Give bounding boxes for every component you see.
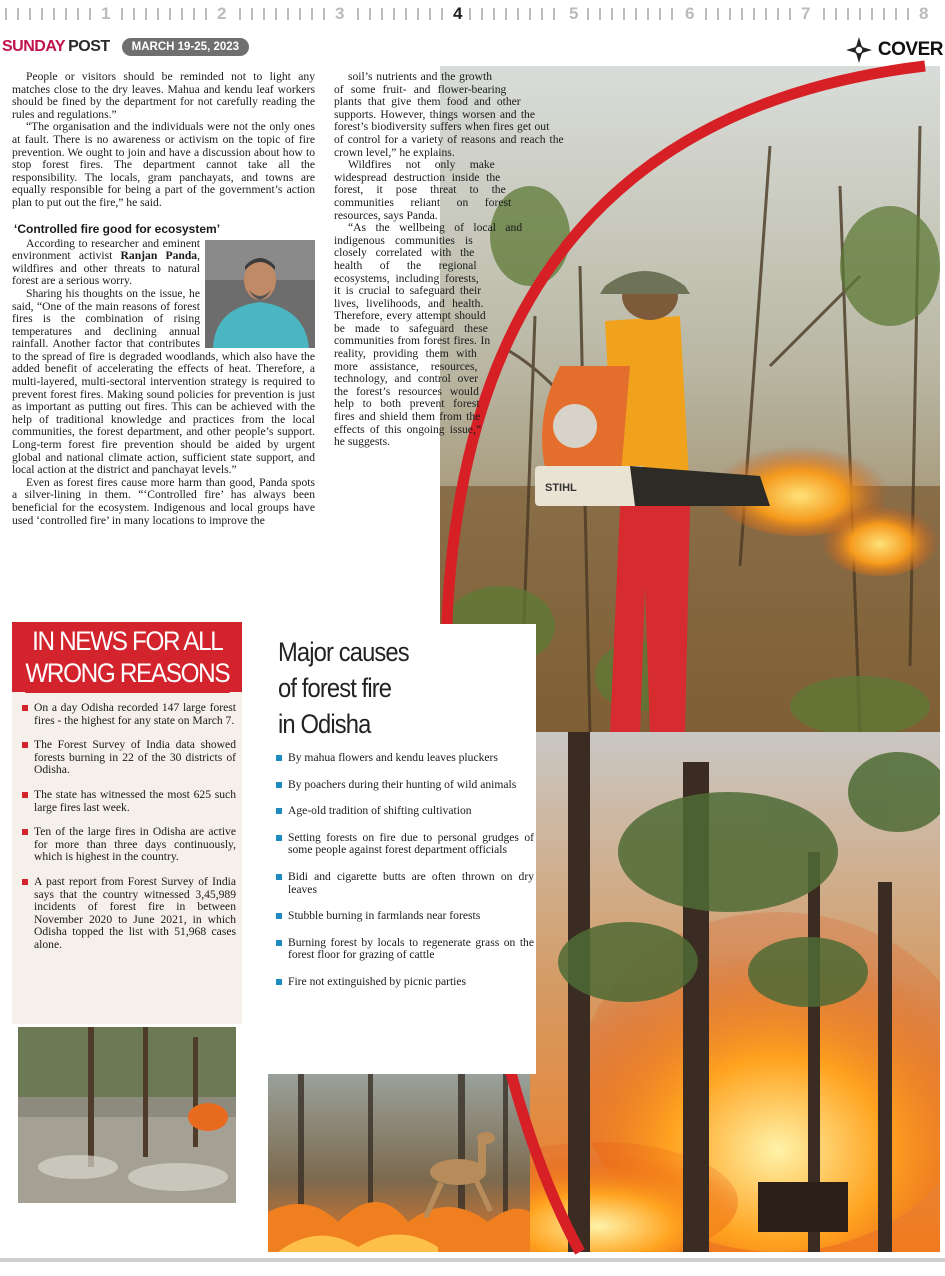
article-subhead: ‘Controlled fire good for ecosystem’	[14, 221, 221, 236]
forest-fire-photo	[478, 732, 940, 1252]
cause-item: Bidi and cigarette butts are often thrown on dry leaves	[276, 871, 534, 896]
article-paragraph: Sharing his thoughts on the issue, he said, “One of the main reasons of forest fires is the combination of rising temperatures and declining annual rainfall. Another factor that contributes to the spread of fire is degraded woodlands, which also have the added benefit of accelerating the effects of heat. Therefore, a multi-layered, multi-sectoral intervention strategy is required to prevent forest fires. Making sound policies for prevention is just as important as putting out fires. This can be achieved with the help of traditional knowledge and practices from the local communities, the forest department, and other people’s support. Long-term forest fire prevention should be aided by urgent global and national climate action, sufficient state support, and local action at the district and panchayat levels.”	[12, 286, 315, 477]
causes-sidebar	[268, 624, 536, 1074]
ruler-number: 3	[335, 4, 345, 23]
cause-item: By mahua flowers and kendu leaves pluckers	[276, 752, 534, 765]
brand-sunday: SUNDAY	[2, 38, 66, 55]
issue-date-badge: MARCH 19-25, 2023	[122, 38, 249, 56]
ruler-number-active: 4	[453, 4, 463, 23]
article-paragraph: Even as forest fires cause more harm than good, Panda spots a silver-lining in them. “‘Controlled fire’ has always been beneficial for the ecosystem. Indigenous and local groups have used ‘controlled fire’ in many locations to improve the	[12, 475, 315, 527]
news-fact: The state has witnessed the most 625 such large fires last week.	[20, 789, 236, 814]
burnt-forest-photo	[18, 1027, 236, 1203]
news-fact-list	[12, 702, 242, 952]
cause-item: Stubble burning in farmlands near forests	[276, 910, 534, 923]
causes-title-line: of forest fire	[278, 673, 392, 703]
article-text: , wildfires and other threats to natural forest are a serious worry.	[12, 249, 200, 288]
brand-post: POST	[68, 38, 110, 55]
section-label: COVER	[877, 39, 943, 60]
article-paragraph: “As the wellbeing of local and indigenous communities is closely correlated with the health of the regional ecosystems, including forests, it is crucial to safeguard their lives, livelihoods, and health. Therefore, every attempt should be made to safeguard these communities from forest fires. In reality, providing them with more assistance, resources, technology, and control over the forest’s resources would help to both prevent forest fires and shield them from the effects of this ongoing issue,” he suggests.	[334, 221, 523, 449]
cause-item: Burning forest by locals to regenerate grass on the forest floor for grazing of cattle	[276, 937, 534, 962]
person-name: Ranjan Panda	[120, 249, 198, 263]
deer-fire-photo	[268, 1072, 530, 1252]
causes-title	[278, 634, 409, 742]
cause-item: By poachers during their hunting of wild animals	[276, 779, 534, 792]
causes-list	[276, 752, 534, 1003]
blower-brand-label: STIHL	[545, 482, 577, 494]
news-title-line: IN NEWS FOR ALL	[31, 625, 223, 656]
news-sidebar-header	[12, 622, 242, 692]
cause-item: Setting forests on fire due to personal grudges of some people against forest department officials	[276, 832, 534, 857]
article-column-2	[334, 71, 640, 519]
page-bottom-rule	[0, 1258, 945, 1262]
news-title-line: WRONG REASONS	[25, 657, 229, 688]
cause-item: Age-old tradition of shifting cultivation	[276, 805, 534, 818]
compass-star-icon	[846, 37, 872, 63]
ruler-number: 1	[101, 4, 111, 23]
article-column-1	[12, 71, 315, 527]
ruler-number: 6	[685, 4, 695, 23]
article-paragraph: “The organisation and the individuals were not the only ones at fault. There is no awareness or activism on the topic of fire prevention. We ought to join and have a discussion about how to stop forest fires. The department cannot take all the responsibility. The locals, gram panchayats, and towns are equally responsible for being a part of the government’s action plan to put out the fire,” he said.	[12, 120, 315, 209]
news-fact: A past report from Forest Survey of India says that the country witnessed 3,45,989 incidents of forest fire in between November 2020 to June 2021, in which Odisha topped the list with 51,968 cases alone.	[20, 876, 236, 952]
ruler-number: 8	[919, 4, 929, 23]
cause-item: Fire not extinguished by picnic parties	[276, 976, 534, 989]
article-paragraph: People or visitors should be reminded not to light any matches close to the dry leaves. Mahua and kendu leaf workers should be fined by the department for not carefully reading the rules and regulations.”	[12, 70, 315, 121]
ranjan-panda-portrait	[205, 240, 315, 348]
ruler-number: 5	[569, 4, 579, 23]
article-text: According to researcher and eminent environment activist	[12, 236, 200, 263]
causes-title-line: Major causes	[278, 637, 409, 667]
masthead	[2, 36, 249, 58]
news-fact: The Forest Survey of India data showed forests burning in 22 of the 30 districts of Odisha.	[20, 739, 236, 777]
ruler-number: 7	[801, 4, 811, 23]
news-fact: Ten of the large fires in Odisha are active for more than three days continuously, which is highest in the country.	[20, 826, 236, 864]
news-sidebar	[12, 622, 242, 1024]
section-header	[846, 37, 943, 63]
article-paragraph: Wildfires not only make widespread destruction inside the forest, it pose threat to the communities reliant on forest resources, says Panda.	[334, 158, 512, 222]
article-paragraph: soil’s nutrients and the growth of some fruit- and flower-bearing plants that give them food and other supports. However, things worsen and the forest’s biodiversity suffers when fires get out of control for a variety of reasons and reach the crown level,” he explains.	[334, 70, 564, 159]
causes-title-line: in Odisha	[278, 709, 371, 739]
ruler-number: 2	[217, 4, 227, 23]
news-fact: On a day Odisha recorded 147 large forest fires - the highest for any state on March 7.	[20, 702, 236, 727]
